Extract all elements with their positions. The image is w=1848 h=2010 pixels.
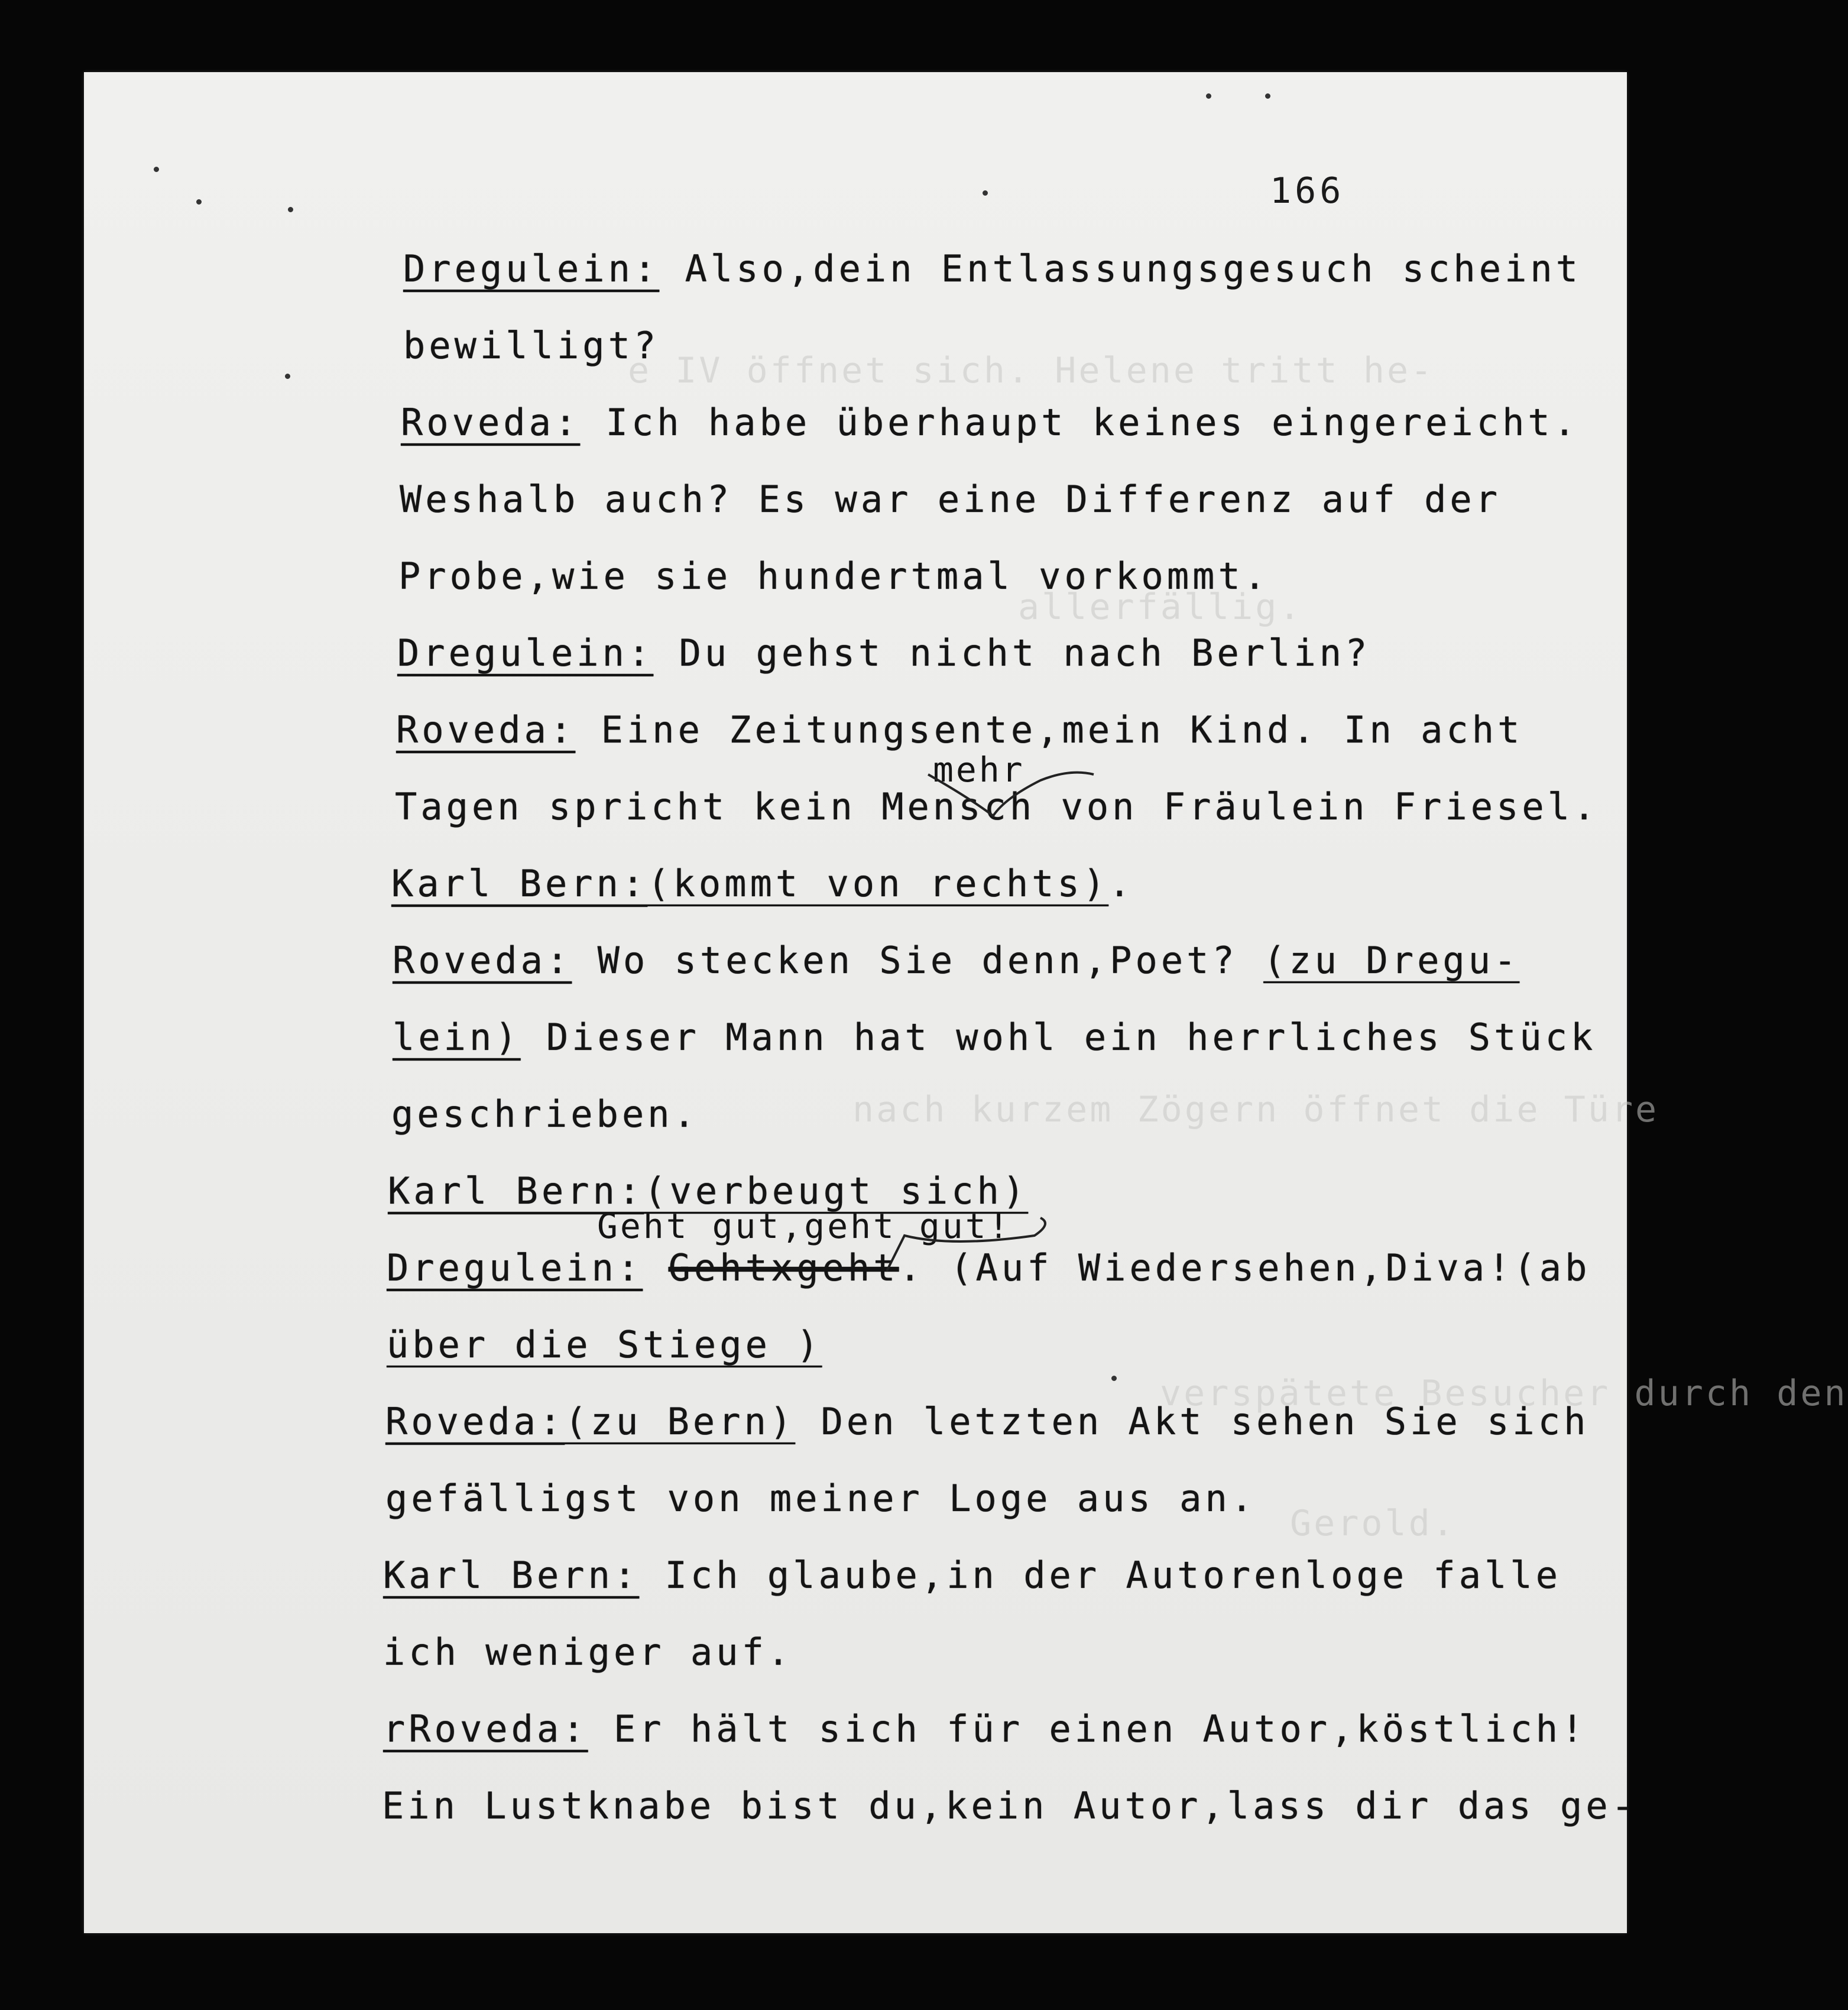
line-text: Wo stecken Sie denn,Poet? — [572, 939, 1264, 982]
text-line — [383, 1707, 1587, 1750]
show-through-text: nach kurzem Zögern öffnet die Türe — [852, 1089, 1659, 1130]
line-text: Ich glaube,in der Autorenloge falle — [639, 1554, 1562, 1597]
line-text: gefälligst von meiner Loge aus an. — [385, 1477, 1257, 1520]
dust-speck — [288, 207, 293, 212]
speaker-name: Karl Bern: — [391, 862, 648, 905]
text-line — [385, 1400, 1589, 1443]
struck-text: Gehtxgeht — [668, 1246, 899, 1289]
show-through-text: Gerold. — [1290, 1503, 1456, 1544]
line-text: Ein Lustknabe bist du,kein Autor,lass dir das ge- — [382, 1784, 1638, 1827]
speaker-name: Roveda: — [401, 401, 581, 444]
dust-speck — [983, 190, 988, 196]
stage-direction: (kommt von rechts) — [647, 862, 1109, 905]
text-line — [403, 324, 659, 367]
line-text: bewilligt? — [403, 324, 660, 367]
insertion-caret — [922, 763, 1100, 828]
insertion-caret — [881, 1212, 1058, 1277]
text-line — [391, 1092, 699, 1136]
speaker-name: lein) — [393, 1016, 521, 1059]
dust-speck — [1111, 1376, 1117, 1381]
line-text: Ich habe überhaupt keines eingereicht. — [580, 401, 1580, 444]
stage-direction: (zu Bern) — [565, 1400, 796, 1443]
dust-speck — [154, 167, 159, 172]
speaker-name: Karl Bern: — [388, 1169, 644, 1213]
text-line — [397, 631, 1370, 675]
line-text: Den letzten Akt sehen Sie sich — [795, 1400, 1590, 1443]
stage-direction: (zu Dregu- — [1263, 939, 1520, 982]
text-line — [393, 1016, 1596, 1059]
speaker-name: Dregulein: — [387, 1246, 643, 1289]
line-text: Weshalb auch? Es war eine Differenz auf der — [400, 478, 1502, 521]
line-text: . (Auf Wiedersehen,Diva!(ab — [899, 1246, 1591, 1289]
line-text: über die Stiege ) — [387, 1323, 822, 1366]
speaker-name: Roveda: — [396, 708, 576, 751]
handwritten-insertion: Geht gut,geht gut! — [597, 1206, 1011, 1246]
text-line — [401, 401, 1579, 444]
speaker-name: Dregulein: — [403, 247, 660, 290]
text-line — [396, 708, 1523, 751]
show-through-text: verspätete Besucher durch den — [1160, 1373, 1848, 1414]
line-text: Also,dein Entlassungsgesuch scheint — [659, 247, 1582, 290]
text-line — [383, 1630, 793, 1674]
show-through-text: allerfällig. — [1018, 586, 1303, 628]
line-text: Probe,wie sie hundertmal vorkommt. — [398, 555, 1270, 598]
text-line — [385, 1477, 1256, 1520]
handwritten-insertion: mehr — [933, 750, 1025, 790]
dust-speck — [1206, 93, 1211, 99]
text-line — [387, 1323, 822, 1366]
show-through-text: e IV öffnet sich. Helene tritt he- — [628, 350, 1435, 391]
line-text: . — [1108, 862, 1134, 905]
dust-speck — [1265, 93, 1270, 99]
line-text: Dieser Mann hat wohl ein herrliches Stück — [520, 1016, 1597, 1059]
stage-direction: (verbeugt sich) — [644, 1169, 1029, 1213]
text-line — [383, 1554, 1561, 1597]
line-text: ich weniger auf. — [383, 1630, 793, 1674]
speaker-name: Roveda: — [385, 1400, 565, 1443]
text-line — [403, 247, 1581, 290]
dust-speck — [285, 374, 290, 379]
line-text: Du gehst nicht nach Berlin? — [653, 631, 1371, 675]
line-text: Er hält sich für einen Autor,köstlich! — [588, 1707, 1587, 1750]
speaker-name: Dregulein: — [397, 631, 654, 675]
text-line — [393, 939, 1519, 982]
line-text: Eine Zeitungsente,mein Kind. In acht — [575, 708, 1523, 751]
page-number: 166 — [1270, 170, 1345, 212]
document-page — [84, 72, 1848, 1933]
text-line — [400, 478, 1501, 521]
speaker-name: rRoveda: — [383, 1707, 588, 1750]
line-text: geschrieben. — [391, 1092, 699, 1136]
text-line — [391, 862, 1134, 905]
text-line — [398, 555, 1269, 598]
line-text: Tagen spricht kein Mensch von Fräulein Friesel. — [395, 785, 1599, 828]
text-line — [382, 1784, 1637, 1827]
speaker-name: Karl Bern: — [383, 1554, 640, 1597]
dust-speck — [196, 199, 202, 205]
speaker-name: Roveda: — [393, 939, 572, 982]
